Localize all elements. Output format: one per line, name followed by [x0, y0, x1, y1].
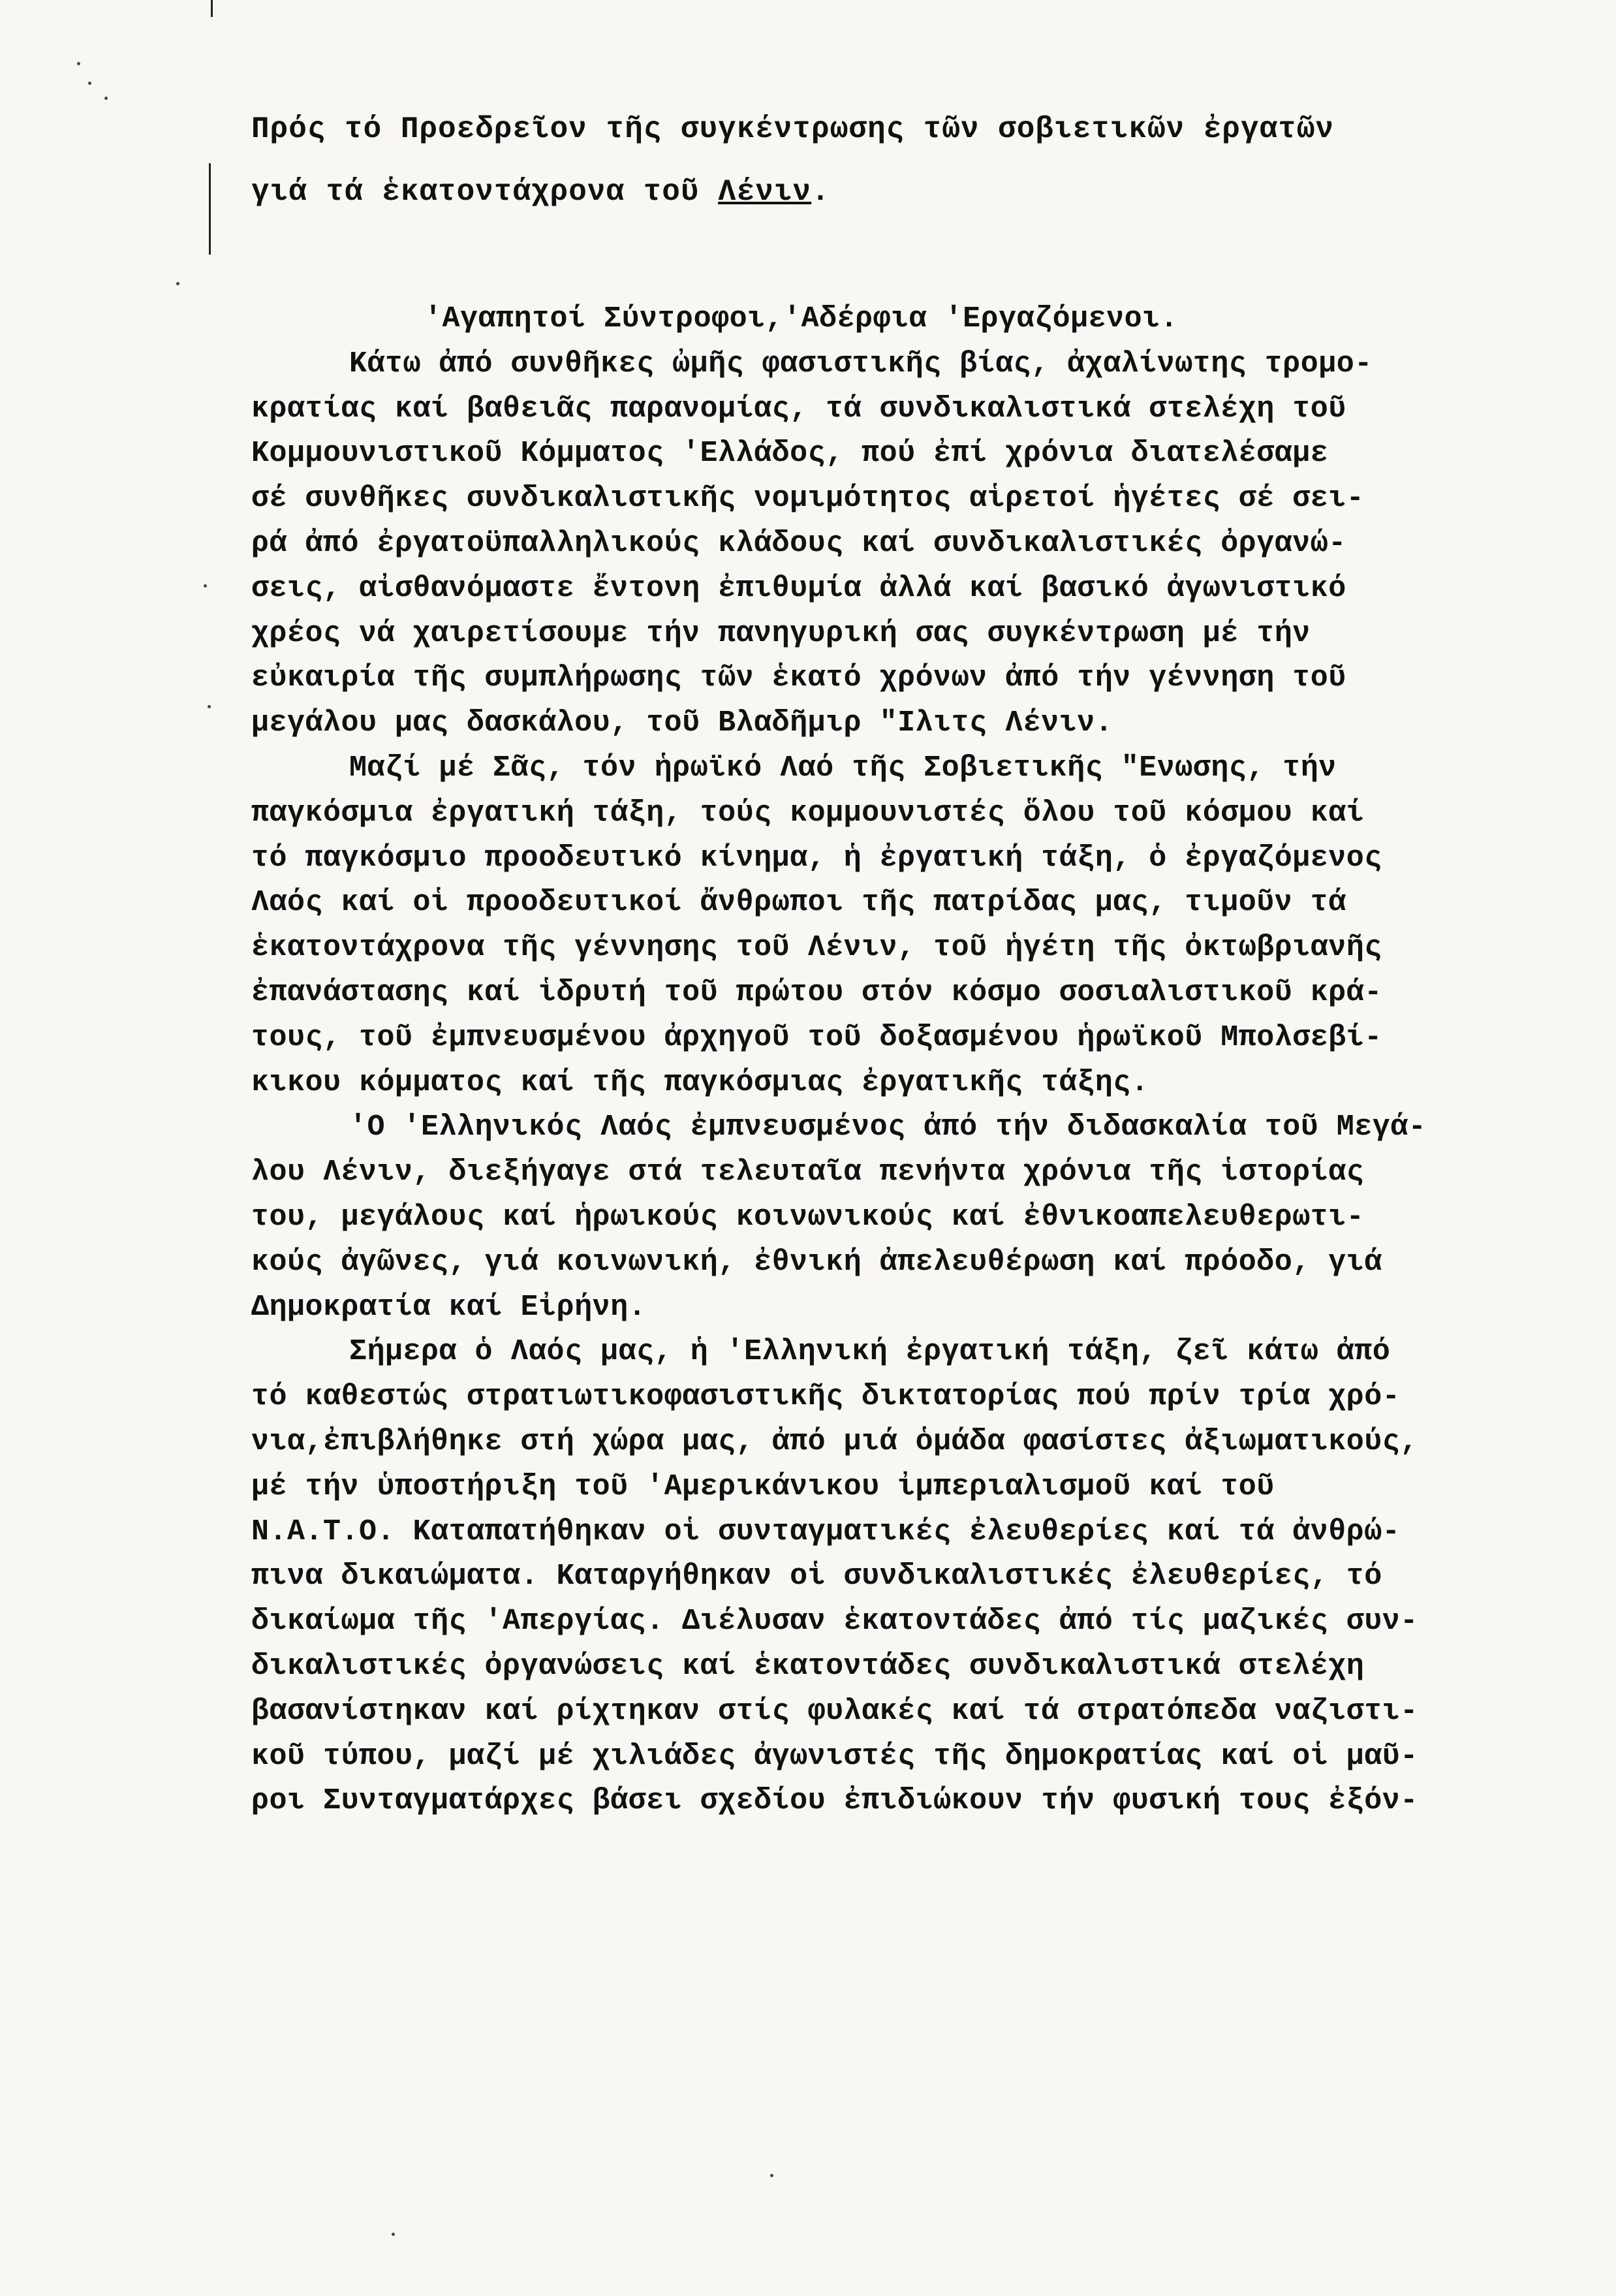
paragraph-line: ροι Συνταγματάρχες βάσει σχεδίου ἐπιδιώκουν τήν φυσική τους ἐξόν-	[251, 1784, 1418, 1818]
document-heading	[251, 98, 1531, 223]
paragraph-line: δικαίωμα τῆς 'Απεργίας. Διέλυσαν ἑκατοντάδες ἀπό τίς μαζικές συν-	[251, 1605, 1418, 1639]
paragraph-line: σέ συνθῆκες συνδικαλιστικῆς νομιμότητος αἱρετοί ἡγέτες σέ σει-	[251, 482, 1365, 516]
scan-speck	[770, 2174, 773, 2177]
paragraph-line: λου Λένιν, διεξήγαγε στά τελευταῖα πενήντα χρόνια τῆς ἱστορίας	[251, 1156, 1365, 1189]
paragraph-line: ἐπανάστασης καί ἱδρυτή τοῦ πρώτου στόν κόσμο σοσιαλιστικοῦ κρά-	[251, 975, 1382, 1009]
paragraph-line: Ν.Α.Τ.Ο. Καταπατήθηκαν οἱ συνταγματικές ἐλευθερίες καί τά ἀνθρώ-	[251, 1515, 1401, 1549]
paragraph-line: νια,ἐπιβλήθηκε στή χώρα μας, ἀπό μιά ὁμάδα φασίστες ἀξιωματικούς,	[251, 1424, 1418, 1458]
paragraph-line: εὐκαιρία τῆς συμπλήρωσης τῶν ἑκατό χρόνων ἀπό τήν γέννηση τοῦ	[251, 661, 1346, 695]
paragraph-line: δικαλιστικές ὀργανώσεις καί ἑκατοντάδες συνδικαλιστικά στελέχη	[251, 1649, 1365, 1683]
paragraph-line: Κάτω ἀπό συνθῆκες ὠμῆς φασιστικῆς βίας, ἀχαλίνωτης τρομο-	[349, 347, 1373, 381]
salutation: 'Αγαπητοί Σύντροφοι,'Αδέρφια 'Εργαζόμενοι.	[424, 302, 1179, 336]
paragraph-line: Λαός καί οἱ προοδευτικοί ἄνθρωποι τῆς πατρίδας μας, τιμοῦν τά	[251, 886, 1346, 920]
scan-speck	[176, 282, 179, 285]
paragraph-line: κικου κόμματος καί τῆς παγκόσμιας ἐργατικῆς τάξης.	[251, 1065, 1149, 1099]
paragraph-line: τό παγκόσμιο προοδευτικό κίνημα, ἡ ἐργατική τάξη, ὁ ἐργαζόμενος	[251, 841, 1382, 875]
paragraph-line: σεις, αἰσθανόμαστε ἔντονη ἐπιθυμία ἀλλά καί βασικό ἀγωνιστικό	[251, 571, 1346, 605]
paragraph-line: Μαζί μέ Σᾶς, τόν ἡρωϊκό Λαό τῆς Σοβιετικῆς "Ενωσης, τήν	[349, 751, 1337, 785]
scan-speck	[392, 2233, 395, 2236]
paragraph-line: τό καθεστώς στρατιωτικοφασιστικῆς δικτατορίας πού πρίν τρία χρό-	[251, 1380, 1401, 1414]
heading-line-2	[251, 161, 1531, 223]
paragraph-3	[251, 1105, 1540, 1330]
scan-speck	[88, 82, 91, 85]
paragraph-line: ρά ἀπό ἐργατοϋπαλληλικούς κλάδους καί συνδικαλιστικές ὀργανώ-	[251, 526, 1346, 560]
scan-mark-top	[211, 0, 213, 17]
scan-mark-left	[209, 163, 211, 255]
paragraph-line: χρέος νά χαιρετίσουμε τήν πανηγυρική σας συγκέντρωση μέ τήν	[251, 616, 1311, 650]
heading-line-2-prefix: γιά τά ἑκατοντάχρονα τοῦ	[251, 175, 719, 209]
heading-line-1: Πρός τό Προεδρεῖον τῆς συγκέντρωσης τῶν σοβιετικῶν ἐργατῶν	[251, 112, 1335, 146]
heading-line-2-suffix: .	[811, 175, 830, 209]
paragraph-line: Κομμουνιστικοῦ Κόμματος 'Ελλάδος, πού ἐπί χρόνια διατελέσαμε	[251, 437, 1329, 471]
paragraph-line: ἑκατοντάχρονα τῆς γέννησης τοῦ Λένιν, τοῦ ἡγέτη τῆς ὀκτωβριανῆς	[251, 931, 1382, 965]
paragraph-4	[251, 1330, 1540, 1824]
heading-name-lenin: Λένιν	[718, 175, 812, 209]
paragraph-line: Δημοκρατία καί Εἰρήνη.	[251, 1290, 647, 1324]
paragraph-line: βασανίστηκαν καί ρίχτηκαν στίς φυλακές καί τά στρατόπεδα ναζιστι-	[251, 1694, 1418, 1728]
paragraph-line: μέ τήν ὑποστήριξη τοῦ 'Αμερικάνικου ἰμπεριαλισμοῦ καί τοῦ	[251, 1470, 1275, 1503]
paragraph-line: Σήμερα ὁ Λαός μας, ἡ 'Ελληνική ἐργατική τάξη, ζεῖ κάτω ἀπό	[349, 1335, 1391, 1369]
paragraph-line: του, μεγάλους καί ἡρωικούς κοινωνικούς καί ἐθνικοαπελευθερωτι-	[251, 1200, 1365, 1234]
letter-body	[251, 297, 1540, 1824]
paragraph-line: 'Ο 'Ελληνικός Λαός ἐμπνευσμένος ἀπό τήν διδασκαλία τοῦ Μεγά-	[349, 1110, 1427, 1144]
scan-speck	[77, 62, 80, 65]
paragraph-line: κρατίας καί βαθειᾶς παρανομίας, τά συνδικαλιστικά στελέχη τοῦ	[251, 392, 1346, 426]
paragraph-line: μεγάλου μας δασκάλου, τοῦ Βλαδῆμιρ "Ιλιτς Λένιν.	[251, 706, 1113, 740]
paragraph-line: τους, τοῦ ἐμπνευσμένου ἀρχηγοῦ τοῦ δοξασμένου ἡρωϊκοῦ Μπολσεβί-	[251, 1020, 1382, 1054]
scan-speck	[204, 584, 207, 588]
scan-speck	[104, 97, 108, 100]
paragraph-1	[251, 342, 1540, 746]
paragraph-line: κούς ἀγῶνες, γιά κοινωνική, ἐθνική ἀπελευθέρωση καί πρόοδο, γιά	[251, 1245, 1382, 1279]
paragraph-line: πινα δικαιώματα. Καταργήθηκαν οἱ συνδικαλιστικές ἐλευθερίες, τό	[251, 1560, 1382, 1594]
paragraph-2	[251, 746, 1540, 1105]
paragraph-line: κοῦ τύπου, μαζί μέ χιλιάδες ἀγωνιστές τῆς δημοκρατίας καί οἱ μαῦ-	[251, 1739, 1418, 1773]
paragraph-line: παγκόσμια ἐργατική τάξη, τούς κομμουνιστές ὅλου τοῦ κόσμου καί	[251, 796, 1365, 830]
scan-speck	[208, 705, 211, 708]
